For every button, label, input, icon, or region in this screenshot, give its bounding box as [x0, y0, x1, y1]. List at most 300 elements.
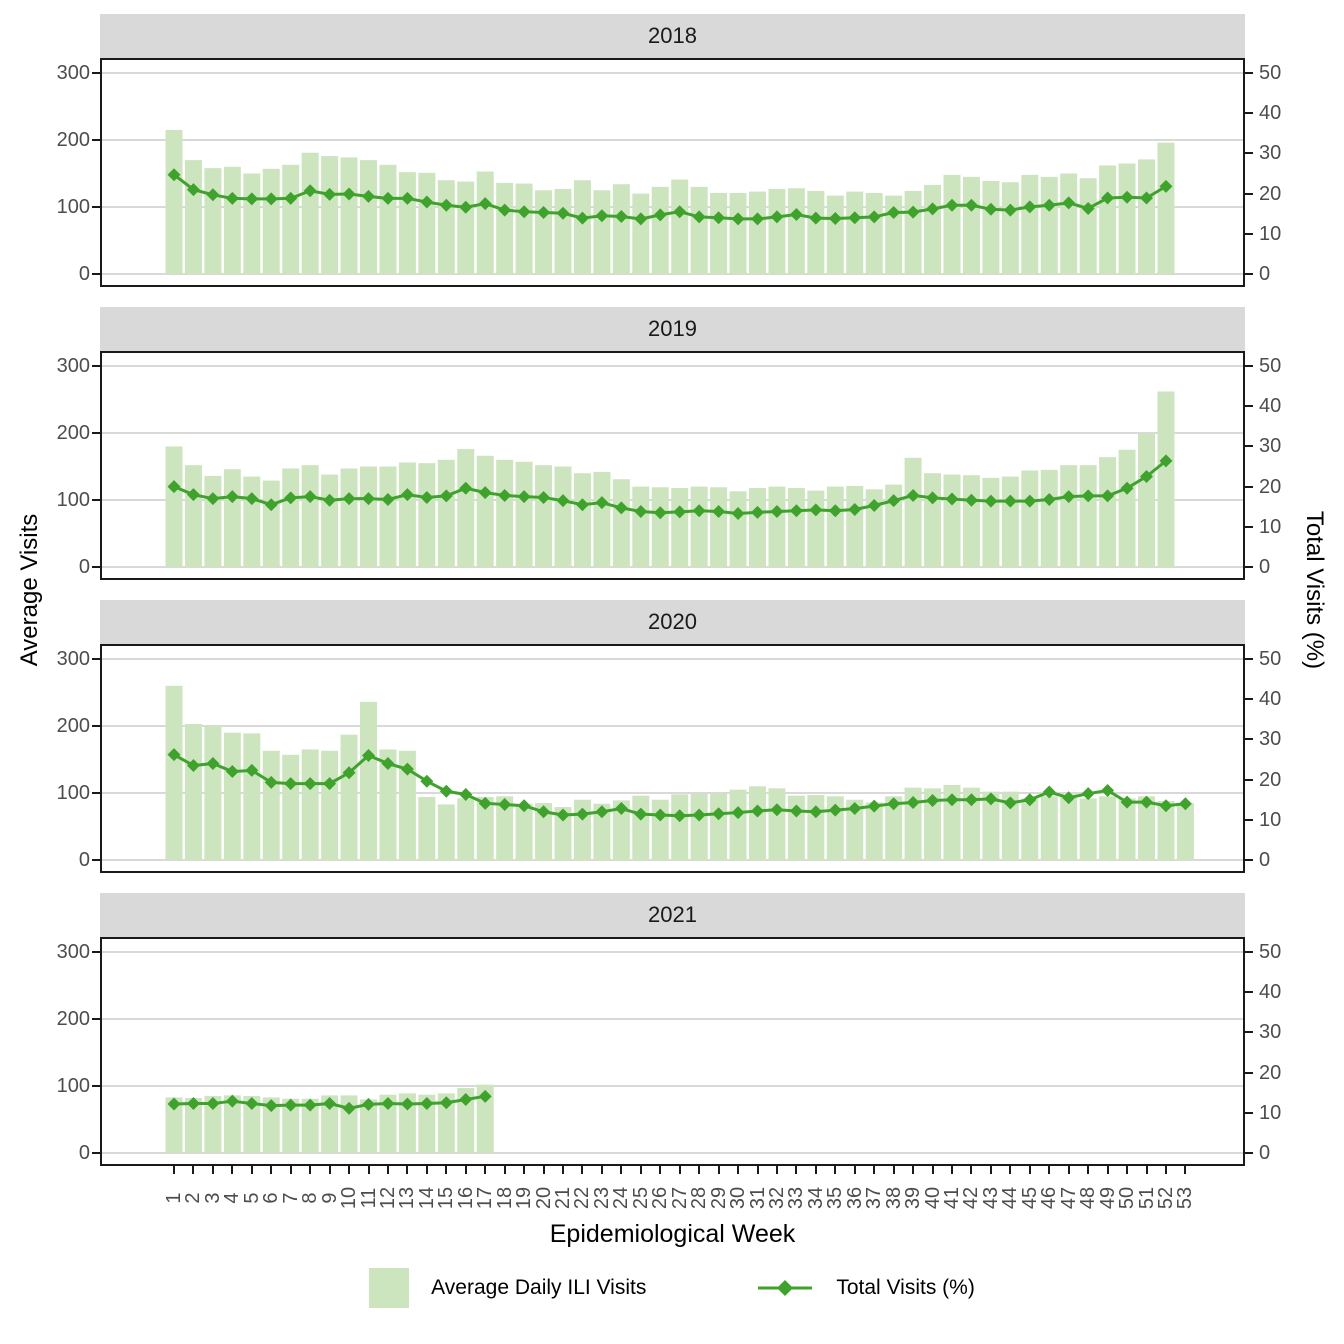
bar-week-41	[944, 175, 961, 274]
x-axis-tick-label: 8	[298, 1192, 321, 1204]
left-axis-tick-mark	[92, 499, 100, 501]
right-axis-tick-label: 50	[1259, 355, 1282, 377]
right-axis-tick-mark	[1245, 273, 1253, 275]
x-axis-tick-mark	[523, 1166, 525, 1174]
x-axis-tick-mark	[445, 1166, 447, 1174]
bar-week-6	[263, 169, 280, 274]
left-axis-tick-mark	[92, 566, 100, 568]
bar-week-30	[730, 193, 747, 274]
bar-week-36	[846, 192, 863, 274]
left-axis-tick-label: 0	[78, 263, 90, 285]
x-axis-tick-mark	[815, 1166, 817, 1174]
bar-week-49	[1099, 457, 1116, 567]
bar-week-18	[496, 460, 513, 567]
bar-week-4	[224, 733, 241, 860]
right-axis-tick-mark	[1245, 738, 1253, 740]
bar-week-11	[360, 467, 377, 568]
bar-week-49	[1099, 165, 1116, 274]
x-axis-tick-label: 20	[532, 1186, 555, 1210]
right-axis-tick-mark	[1245, 486, 1253, 488]
x-axis-tick-mark	[1107, 1166, 1109, 1174]
left-axis-tick-label: 200	[56, 1008, 90, 1030]
right-axis-tick-mark	[1245, 658, 1253, 660]
x-axis-tick-mark	[251, 1166, 253, 1174]
x-axis-tick-mark	[290, 1166, 292, 1174]
bar-week-10	[341, 469, 358, 567]
x-axis-tick-mark	[640, 1166, 642, 1174]
right-axis-tick-mark	[1245, 233, 1253, 235]
bar-week-29	[710, 793, 727, 860]
right-axis-tick-mark	[1245, 405, 1253, 407]
right-axis-tick-label: 0	[1259, 263, 1271, 285]
left-axis-tick-label: 100	[56, 1075, 90, 1097]
bar-week-9	[321, 156, 338, 274]
bar-week-10	[341, 735, 358, 860]
x-axis-tick-label: 41	[940, 1186, 963, 1210]
bar-week-34	[807, 191, 824, 274]
line-point-week-49	[1101, 784, 1114, 797]
x-axis-tick-mark	[795, 1166, 797, 1174]
left-axis-tick-mark	[92, 206, 100, 208]
left-axis-tick-label: 300	[56, 941, 90, 963]
x-axis-tick-mark	[270, 1166, 272, 1174]
plot-area-2019	[100, 351, 1245, 580]
x-axis-tick-mark	[873, 1166, 875, 1174]
facet-strip-2021	[100, 893, 1245, 937]
right-axis-tick-mark	[1245, 1152, 1253, 1154]
bar-week-20	[535, 190, 552, 274]
right-axis-tick-label: 30	[1259, 142, 1282, 165]
bar-week-15	[438, 804, 455, 860]
x-axis-tick-label: 51	[1135, 1186, 1157, 1210]
right-axis-tick-mark	[1245, 1072, 1253, 1074]
x-axis-tick-label: 22	[570, 1186, 593, 1210]
bar-week-20	[535, 465, 552, 567]
bar-week-5	[243, 733, 260, 860]
right-axis-tick-label: 10	[1259, 515, 1282, 538]
bar-week-46	[1041, 177, 1058, 274]
x-axis-tick-label: 11	[357, 1187, 379, 1209]
bar-week-8	[302, 749, 319, 860]
x-axis-tick-label: 43	[979, 1186, 1002, 1210]
x-axis-tick-mark	[854, 1166, 856, 1174]
bar-week-40	[924, 473, 941, 567]
bar-week-21	[555, 189, 572, 274]
facet-label: 2021	[648, 902, 697, 927]
bar-week-27	[671, 180, 688, 274]
facet-strip-2020	[100, 600, 1245, 644]
right-axis-tick-mark	[1245, 1031, 1253, 1033]
facet-strip-2018	[100, 14, 1245, 58]
left-axis-tick-mark	[92, 365, 100, 367]
x-axis-tick-mark	[426, 1166, 428, 1174]
bar-week-49	[1099, 796, 1116, 860]
legend-line-key-icon	[756, 1275, 814, 1301]
right-axis-tick-label: 50	[1259, 941, 1282, 963]
bar-week-1	[166, 130, 183, 274]
x-axis-tick-label: 52	[1154, 1186, 1177, 1210]
bar-week-7	[282, 755, 299, 860]
bar-week-48	[1080, 798, 1097, 860]
bar-week-2	[185, 465, 202, 567]
bar-week-28	[691, 187, 708, 274]
plot-area-2021	[100, 937, 1245, 1166]
bar-week-42	[963, 475, 980, 567]
x-axis-tick-label: 53	[1173, 1186, 1196, 1210]
bar-week-8	[302, 153, 319, 274]
x-axis-tick-mark	[970, 1166, 972, 1174]
bar-week-40	[924, 185, 941, 274]
bar-week-3	[204, 725, 221, 860]
x-axis-tick-label: 5	[240, 1192, 263, 1204]
left-axis-tick-label: 100	[56, 196, 90, 218]
right-axis-tick-mark	[1245, 819, 1253, 821]
bar-week-7	[282, 165, 299, 274]
bar-week-44	[1002, 477, 1019, 567]
right-axis-tick-mark	[1245, 698, 1253, 700]
x-axis-tick-label: 31	[746, 1186, 768, 1210]
bar-week-12	[379, 165, 396, 274]
x-axis-tick-label: 39	[901, 1186, 924, 1210]
bar-week-48	[1080, 178, 1097, 274]
x-axis-tick-label: 36	[843, 1186, 866, 1210]
x-axis-tick-mark	[1146, 1166, 1148, 1174]
bar-week-35	[827, 196, 844, 274]
y-axis-title-right: Total Visits (%)	[1301, 510, 1328, 670]
bar-week-5	[243, 477, 260, 567]
bar-week-33	[788, 488, 805, 567]
x-axis-tick-label: 29	[707, 1186, 730, 1210]
bar-week-9	[321, 751, 338, 860]
x-axis-tick-mark	[192, 1166, 194, 1174]
bar-week-45	[1021, 798, 1038, 860]
bar-week-29	[710, 487, 727, 567]
x-axis-tick-mark	[1048, 1166, 1050, 1174]
facet-label: 2018	[648, 23, 697, 48]
right-axis-tick-mark	[1245, 1112, 1253, 1114]
right-axis-tick-mark	[1245, 526, 1253, 528]
x-axis-tick-label: 12	[376, 1186, 399, 1210]
bar-week-28	[691, 794, 708, 860]
x-axis-tick-mark	[951, 1166, 953, 1174]
bar-week-17	[477, 171, 494, 274]
x-axis-tick-mark	[1009, 1166, 1011, 1174]
bar-week-34	[807, 795, 824, 860]
x-axis-tick-label: 19	[512, 1186, 535, 1210]
bar-week-8	[302, 465, 319, 567]
right-axis-tick-mark	[1245, 991, 1253, 993]
plot-area-2020	[100, 644, 1245, 873]
right-axis-tick-mark	[1245, 112, 1253, 114]
x-axis-tick-mark	[212, 1166, 214, 1174]
bar-week-52	[1157, 143, 1174, 274]
bar-week-31	[749, 192, 766, 274]
left-axis-tick-label: 200	[56, 715, 90, 737]
x-axis-tick-mark	[932, 1166, 934, 1174]
bar-week-30	[730, 491, 747, 567]
x-axis-tick-mark	[387, 1166, 389, 1174]
bar-week-28	[691, 487, 708, 567]
x-axis-tick-label: 7	[279, 1192, 302, 1204]
bar-week-43	[982, 181, 999, 274]
bar-week-1	[166, 686, 183, 860]
right-axis-tick-label: 30	[1259, 728, 1282, 751]
right-axis-tick-label: 20	[1259, 768, 1282, 791]
bar-week-48	[1080, 465, 1097, 567]
right-axis-tick-mark	[1245, 859, 1253, 861]
x-axis-tick-mark	[757, 1166, 759, 1174]
bar-week-42	[963, 177, 980, 274]
left-axis-tick-label: 300	[56, 355, 90, 377]
right-axis-tick-mark	[1245, 445, 1253, 447]
right-axis-tick-label: 40	[1259, 981, 1282, 1004]
bar-week-43	[982, 478, 999, 567]
right-axis-tick-label: 30	[1259, 435, 1282, 458]
bar-week-51	[1138, 434, 1155, 567]
x-axis-tick-mark	[776, 1166, 778, 1174]
right-axis-tick-label: 10	[1259, 1101, 1282, 1124]
right-axis-tick-label: 10	[1259, 222, 1282, 245]
x-axis-tick-label: 30	[726, 1186, 749, 1210]
bar-week-10	[341, 157, 358, 274]
bar-week-46	[1041, 470, 1058, 567]
bar-week-6	[263, 481, 280, 567]
bar-week-31	[749, 488, 766, 567]
x-axis-tick-mark	[368, 1166, 370, 1174]
legend-item-bars	[369, 1268, 646, 1308]
x-axis-tick-mark	[484, 1166, 486, 1174]
x-axis-tick-mark	[1165, 1166, 1167, 1174]
left-axis-tick-mark	[92, 273, 100, 275]
right-axis-tick-label: 10	[1259, 808, 1282, 831]
right-axis-tick-label: 20	[1259, 182, 1282, 205]
left-axis-tick-mark	[92, 792, 100, 794]
x-axis-tick-label: 6	[259, 1192, 282, 1204]
left-axis-tick-mark	[92, 72, 100, 74]
bar-week-25	[632, 194, 649, 274]
x-axis-tick-mark	[679, 1166, 681, 1174]
bar-week-3	[204, 168, 221, 274]
x-axis-tick-label: 2	[181, 1192, 204, 1204]
left-axis-tick-label: 100	[56, 489, 90, 511]
x-axis-tick-mark	[737, 1166, 739, 1174]
x-axis-tick-mark	[309, 1166, 311, 1174]
bar-week-25	[632, 796, 649, 860]
left-axis-tick-mark	[92, 1018, 100, 1020]
bar-week-32	[768, 487, 785, 567]
legend-bar-label: Average Daily ILI Visits	[431, 1276, 647, 1299]
left-axis-tick-label: 0	[78, 556, 90, 578]
left-axis-tick-mark	[92, 1152, 100, 1154]
x-axis-tick-mark	[173, 1166, 175, 1174]
bar-week-14	[418, 797, 435, 860]
bar-week-2	[185, 724, 202, 860]
right-axis-tick-label: 0	[1259, 556, 1271, 578]
bar-week-47	[1060, 174, 1077, 275]
facet-label: 2020	[648, 609, 697, 634]
bar-week-44	[1002, 182, 1019, 274]
x-axis-tick-label: 45	[1018, 1186, 1041, 1210]
y-axis-title-left: Average Visits	[16, 513, 43, 667]
x-axis-tick-mark	[329, 1166, 331, 1174]
bar-week-4	[224, 167, 241, 274]
x-axis-tick-mark	[231, 1166, 233, 1174]
bar-week-31	[749, 786, 766, 860]
x-axis-tick-mark	[504, 1166, 506, 1174]
legend-line-label: Total Visits (%)	[836, 1276, 975, 1299]
left-axis-tick-label: 300	[56, 648, 90, 670]
x-axis-tick-mark	[912, 1166, 914, 1174]
x-axis-tick-label: 13	[395, 1186, 418, 1210]
bar-week-3	[204, 476, 221, 567]
left-axis-tick-label: 0	[78, 849, 90, 871]
x-axis-tick-mark	[659, 1166, 661, 1174]
x-axis-tick-mark	[1068, 1166, 1070, 1174]
bar-week-34	[807, 491, 824, 567]
bar-week-5	[243, 174, 260, 275]
x-axis-tick-label: 49	[1096, 1186, 1119, 1210]
bar-week-21	[555, 467, 572, 568]
x-axis-tick-label: 15	[434, 1186, 457, 1210]
right-axis-tick-label: 40	[1259, 102, 1282, 125]
bar-week-19	[516, 462, 533, 567]
right-axis-tick-label: 30	[1259, 1021, 1282, 1044]
x-axis-tick-mark	[718, 1166, 720, 1174]
x-axis-tick-mark	[1087, 1166, 1089, 1174]
bar-week-32	[768, 189, 785, 274]
bar-week-16	[457, 182, 474, 274]
right-axis-tick-mark	[1245, 365, 1253, 367]
x-axis-tick-label: 16	[454, 1186, 477, 1210]
x-axis-tick-label: 18	[493, 1186, 516, 1210]
facet-strip-2019	[100, 307, 1245, 351]
right-axis-tick-mark	[1245, 72, 1253, 74]
x-axis-tick-label: 38	[882, 1186, 905, 1210]
bar-week-22	[574, 180, 591, 274]
left-axis-tick-label: 200	[56, 129, 90, 151]
x-axis-tick-label: 32	[765, 1186, 788, 1210]
x-axis-tick-mark	[581, 1166, 583, 1174]
bar-week-50	[1119, 163, 1136, 274]
bar-week-24	[613, 479, 630, 567]
bar-week-13	[399, 172, 416, 274]
bar-week-23	[593, 190, 610, 274]
x-axis-tick-label: 4	[220, 1192, 243, 1204]
x-axis-tick-label: 46	[1037, 1186, 1060, 1210]
bar-week-16	[457, 449, 474, 567]
x-axis-tick-mark	[406, 1166, 408, 1174]
right-axis-tick-label: 0	[1259, 849, 1271, 871]
right-axis-tick-label: 40	[1259, 688, 1282, 711]
x-axis-tick-label: 23	[590, 1186, 613, 1210]
bar-week-4	[224, 469, 241, 567]
bar-week-53	[1177, 803, 1194, 860]
bar-week-26	[652, 487, 669, 567]
legend-bar-swatch	[369, 1268, 409, 1308]
x-axis-tick-label: 3	[201, 1192, 224, 1204]
left-axis-tick-mark	[92, 1085, 100, 1087]
x-axis-tick-label: 21	[551, 1186, 574, 1210]
bar-week-37	[866, 193, 883, 274]
legend-item-line	[756, 1275, 974, 1301]
x-axis-tick-mark	[1126, 1166, 1128, 1174]
bar-week-18	[496, 183, 513, 274]
right-axis-tick-label: 40	[1259, 395, 1282, 418]
x-axis-tick-label: 42	[959, 1186, 982, 1210]
x-axis-tick-label: 28	[687, 1186, 710, 1210]
bar-week-50	[1119, 450, 1136, 567]
x-axis-tick-label: 1	[162, 1192, 185, 1204]
left-axis-tick-mark	[92, 139, 100, 141]
left-axis-tick-mark	[92, 725, 100, 727]
bar-week-19	[516, 184, 533, 274]
bar-week-12	[379, 467, 396, 568]
legend	[0, 1268, 1344, 1308]
x-axis-tick-label: 37	[862, 1186, 885, 1210]
bar-week-23	[593, 472, 610, 567]
x-axis-tick-mark	[893, 1166, 895, 1174]
left-axis-tick-mark	[92, 658, 100, 660]
x-axis-tick-label: 34	[804, 1186, 827, 1210]
x-axis-tick-mark	[834, 1166, 836, 1174]
right-axis-tick-mark	[1245, 193, 1253, 195]
bar-week-46	[1041, 796, 1058, 860]
bar-week-30	[730, 790, 747, 860]
line-point-week-15	[440, 785, 453, 798]
bar-week-45	[1021, 175, 1038, 274]
bar-week-39	[905, 458, 922, 567]
bar-week-35	[827, 487, 844, 567]
x-axis-tick-mark	[348, 1166, 350, 1174]
bar-week-33	[788, 188, 805, 274]
x-axis-tick-label: 35	[823, 1186, 846, 1210]
bar-week-6	[263, 751, 280, 860]
x-axis-tick-label: 25	[629, 1186, 652, 1210]
bar-week-52	[1157, 391, 1174, 567]
right-axis-tick-mark	[1245, 152, 1253, 154]
right-axis-tick-label: 0	[1259, 1142, 1271, 1164]
x-axis-tick-label: 50	[1115, 1186, 1138, 1210]
x-axis-tick-label: 26	[648, 1186, 671, 1210]
right-axis-tick-mark	[1245, 951, 1253, 953]
left-axis-tick-label: 0	[78, 1142, 90, 1164]
bar-week-14	[418, 463, 435, 567]
bar-week-11	[360, 160, 377, 274]
bar-week-15	[438, 460, 455, 567]
x-axis-tick-mark	[601, 1166, 603, 1174]
left-axis-tick-label: 200	[56, 422, 90, 444]
right-axis-tick-label: 50	[1259, 62, 1282, 84]
left-axis-tick-label: 100	[56, 782, 90, 804]
bar-week-11	[360, 702, 377, 860]
right-axis-tick-mark	[1245, 779, 1253, 781]
x-axis-tick-label: 47	[1057, 1186, 1080, 1210]
facet-label: 2019	[648, 316, 697, 341]
x-axis-tick-mark	[465, 1166, 467, 1174]
x-axis-tick-label: 33	[784, 1186, 807, 1210]
x-axis-tick-label: 17	[473, 1186, 496, 1210]
x-axis-tick-mark	[1029, 1166, 1031, 1174]
x-axis-tick-label: 10	[337, 1186, 360, 1210]
plot-area-2018	[100, 58, 1245, 287]
x-axis-tick-mark	[698, 1166, 700, 1174]
bar-week-16	[457, 798, 474, 860]
x-axis-tick-mark	[562, 1166, 564, 1174]
x-axis-tick-label: 24	[609, 1186, 632, 1210]
bar-week-13	[399, 462, 416, 567]
x-axis-tick-label: 9	[318, 1192, 341, 1204]
x-axis-tick-label: 48	[1076, 1186, 1099, 1210]
